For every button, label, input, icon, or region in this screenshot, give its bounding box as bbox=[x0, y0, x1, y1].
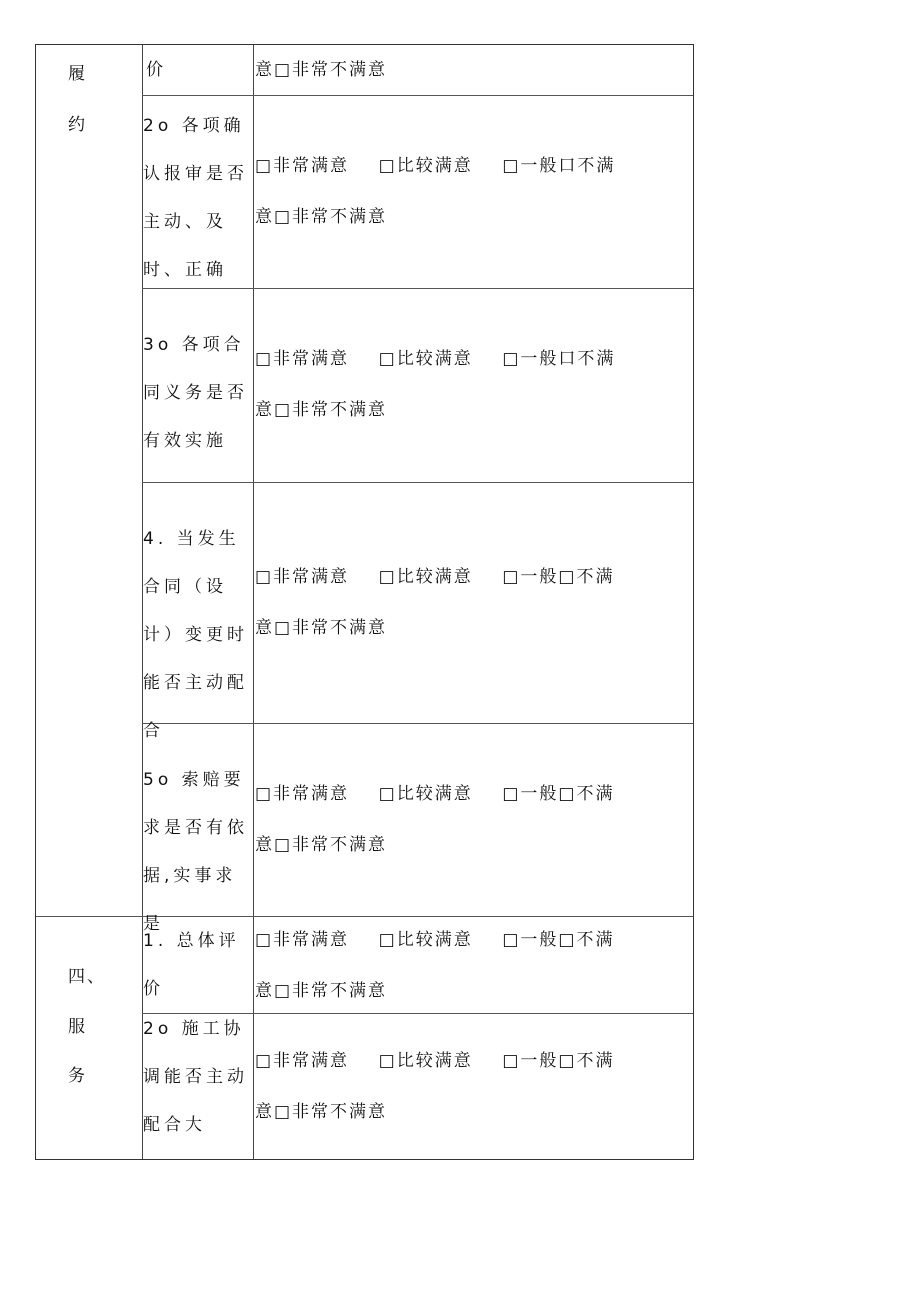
rating-options-line1: □非常满意 □比较满意 □一般口不满 bbox=[255, 349, 616, 369]
rating-options-line2: 意□非常不满意 bbox=[255, 835, 388, 855]
rating-options-line1: □非常满意 □比较满意 □一般□不满 bbox=[255, 567, 615, 587]
question-cell: 2o 各项确认报审是否主动、及时、正确 bbox=[143, 116, 248, 280]
row-divider bbox=[142, 482, 693, 483]
rating-options-line2: 意□非常不满意 bbox=[255, 618, 388, 638]
row-divider bbox=[36, 916, 693, 917]
rating-options-line2: 意□非常不满意 bbox=[255, 207, 388, 227]
rating-options-line2: 意□非常不满意 bbox=[255, 981, 388, 1001]
question-cell: 价 bbox=[146, 60, 165, 80]
rating-options-line1: □非常满意 □比较满意 □一般□不满 bbox=[255, 930, 615, 950]
category-service-char-1: 服 bbox=[68, 1017, 87, 1037]
question-cell: 1. 总体评价 bbox=[143, 931, 240, 999]
category-fulfillment-char-1: 履 bbox=[68, 64, 87, 84]
category-service-number: 四、 bbox=[68, 967, 106, 987]
evaluation-table bbox=[35, 44, 694, 1160]
question-cell: 3o 各项合同义务是否有效实施 bbox=[143, 335, 248, 451]
category-fulfillment-char-2: 约 bbox=[68, 115, 87, 135]
category-service-char-2: 务 bbox=[68, 1066, 87, 1086]
rating-options-line2: 意□非常不满意 bbox=[255, 400, 388, 420]
rating-options-line1: □非常满意 □比较满意 □一般口不满 bbox=[255, 156, 616, 176]
rating-options-line1: □非常满意 □比较满意 □一般□不满 bbox=[255, 784, 615, 804]
rating-options-line2: 意□非常不满意 bbox=[255, 60, 388, 80]
question-cell: 4. 当发生合同（设计）变更时能否主动配合 bbox=[143, 529, 248, 741]
question-cell: 5o 索赔要求是否有依据,实事求是 bbox=[143, 770, 248, 934]
rating-options-line2: 意□非常不满意 bbox=[255, 1102, 388, 1122]
row-divider bbox=[142, 95, 693, 96]
rating-options-line1: □非常满意 □比较满意 □一般□不满 bbox=[255, 1051, 615, 1071]
question-cell: 2o 施工协调能否主动配合大 bbox=[143, 1019, 248, 1135]
